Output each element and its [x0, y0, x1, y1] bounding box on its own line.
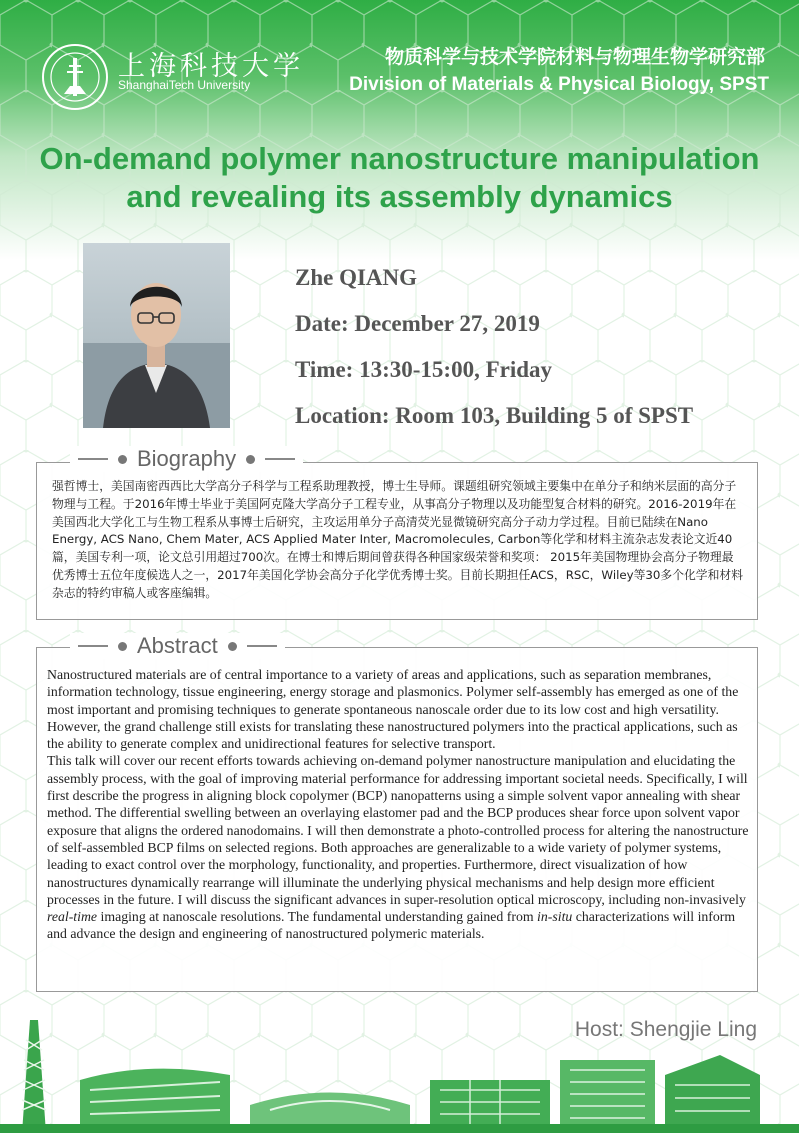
biography-heading-label: Biography — [137, 446, 237, 471]
heading-dot-right — [246, 455, 255, 464]
abstract-p2-part-b: imaging at nanoscale resolutions. The fundamental understanding gained from — [97, 909, 538, 925]
speaker-name: Zhe QIANG — [295, 265, 418, 290]
heading-dot-left — [118, 455, 127, 464]
heading-line-right — [247, 645, 277, 647]
university-name-en: ShanghaiTech University — [118, 78, 251, 92]
abstract-text — [47, 666, 750, 943]
abstract-heading — [70, 633, 285, 659]
abstract-heading-label: Abstract — [137, 633, 218, 658]
abstract-paragraph-2 — [47, 752, 750, 942]
abstract-p2-emphasis-2: in-situ — [537, 909, 573, 925]
talk-location: Location: Room 103, Building 5 of SPST — [295, 403, 694, 428]
abstract-p2-part-c: characterizations will inform and advance the design and engineering of nanostructured polymeric materials. — [47, 909, 736, 942]
department-name-cn: 物质科学与技术学院材料与物理生物学研究部 — [384, 47, 765, 68]
heading-dot-left — [118, 642, 127, 651]
university-seal-icon — [40, 42, 110, 112]
heading-line-left — [78, 458, 108, 460]
talk-title-line2: and revealing its assembly dynamics — [126, 179, 673, 214]
university-name-cn: 上海科技大学 — [118, 51, 304, 82]
abstract-p2-part-a: This talk will cover our recent efforts towards achieving on-demand polymer nanostructure manipulation and elucidating the assembly process, with the goal of improving material performance for addressing important societal needs. Specifically, I will first describe the progress in aligning block copolymer (BCP) nanopatterns using a simple solvent vapor annealing with shear method. The differential swelling between an overlaying elastomer pad and the BCP produces shear force upon solvent vapor exposure that aligns the ordered nanodomains. I will then demonstrate a photo-controlled process for altering the nanostructure of self-assembled BCP films on selected regions. Both approaches are generalizable to a wide variety of polymer systems, leading to exact control over the morphology, functionality, and properties. Furthermore, direct visualization of how nanostructures dynamically rearrange will illuminate the underlying physical mechanisms and help design more efficient processes in the future. I will discuss the significant advances in super-resolution optical microscopy, including non-invasively — [47, 753, 749, 907]
header — [0, 0, 799, 118]
speaker-photo — [83, 243, 230, 428]
host-name: Host: Shengjie Ling — [574, 1018, 757, 1041]
talk-date: Date: December 27, 2019 — [295, 311, 540, 336]
biography-heading — [70, 446, 303, 472]
talk-title — [0, 140, 799, 216]
heading-line-right — [265, 458, 295, 460]
talk-time: Time: 13:30-15:00, Friday — [295, 357, 553, 382]
biography-text: 强哲博士，美国南密西西比大学高分子科学与工程系助理教授，博士生导师。课题组研究领域主要集中在单分子和纳米层面的高分子物理与工程。于2016年博士毕业于美国阿克隆大学高分子工程专业，从事高分子物理以及功能型复合材料的研究。2016-2019年在美国西北大学化工与生物工程系从事博士后研究，主攻运用单分子高清荧光显微镜研究高分子动力学过程。目前已陆续在Nano Energy, ACS Nano, Chem Mater, ACS Applied Mater Inter, Macromolecules, Carbon等化学和材料主流杂志发表论文近40篇，美国专利一项，论文总引用超过700次。在博士和博后期间曾获得各种国家级荣誉和奖项： 2015年美国物理协会高分子物理最优秀博士五位年度候选人之一，2017年美国化学协会高分子化学优秀博士奖。目前长期担任ACS，RSC，Wiley等30多个化学和材料杂志的特约审稿人或客座编辑。 — [52, 479, 743, 600]
department-name-en: Division of Materials & Physical Biology, SPST — [349, 74, 769, 95]
abstract-paragraph-1: Nanostructured materials are of central importance to a variety of areas and applications, such as separation membranes, information technology, tissue engineering, energy storage and plasmonics. Polymer self-assembly has emerged as one of the most important and promising techniques to generate spontaneous nanoscale order due to its low cost and high versatility. However, the grand challenge still exists for translating these nanostructured polymers into the practical applications, such as the ability to generate complex and unidirectional features for selective transport. — [47, 667, 739, 752]
heading-line-left — [78, 645, 108, 647]
abstract-p2-emphasis-1: real-time — [47, 909, 98, 925]
talk-title-line1: On-demand polymer nanostructure manipulation — [39, 141, 760, 176]
heading-dot-right — [228, 642, 237, 651]
